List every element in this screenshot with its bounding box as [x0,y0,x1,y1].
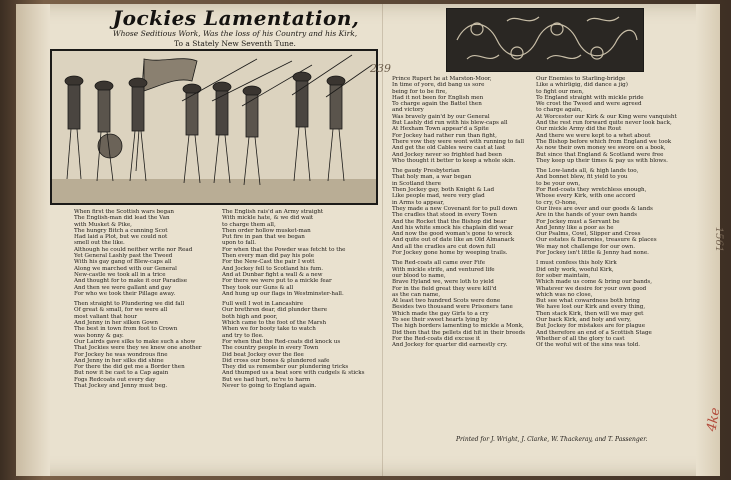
verse-line: When first the Scottish wars began [74,209,175,215]
verse-line: They took our Guns & all [222,284,294,291]
verse-line: Our Enemies to Starling-bridge [536,76,626,82]
page-left-edge [16,4,50,476]
verse-line: They keep up their times & pay us with blows. [536,157,668,164]
ballad-tune-line: To a Stately New Seventh Tune. [174,39,296,48]
verse-line: And Jockey fell to Scotland his fum. [222,265,323,272]
verse-line: Our Psalms, Cowl, Slipper and Cross [536,231,641,238]
verse-line: And Jenny like a poor as he [536,224,614,231]
verse-line: And all the cradles are cut down full [392,243,496,250]
verse-line: Our back Kirk, and holy and very, [536,316,632,323]
verse-line: Full well I wot in Lancashire [222,301,304,308]
verse-line: in Scotland there [392,180,441,187]
verse-line: Then stack Kirk, then will we may get [536,310,644,317]
verse-line: And Jockey for quarter did earnestly cry. [392,342,508,349]
verse-line: The gaudy Presbyterian [392,168,460,175]
verse-line: But now it be cast to a Cap again [74,370,169,377]
verse-line: With mickle strife, and ventured life [392,266,495,273]
verse-line: And quite out of date like an Old Almanack [392,237,515,244]
verse-line: as the can name, [392,291,441,298]
verse-line: They did us remember our plundering tricks [222,364,349,371]
ornament-block [446,8,644,72]
verse-line: And Jockey never so frighted had been [392,151,502,158]
verse-line: to cry, O-hone, [536,199,578,206]
margin-page-number: 1561 [713,226,725,253]
verse-line: which was no close, [536,291,593,298]
verse-line: And there we were kept to a whet about [536,132,651,139]
verse-line: Our lives are over and our goods & lands [536,205,653,212]
verse-line: That holy man, a war began [392,174,472,181]
broadside-sheet [16,4,725,476]
verse-line: We have lost our Kirk and every thing, [536,304,646,311]
verse-line: At Worcester our Kirk & our King were vanquisht [536,113,677,120]
verse-line: For Jockey isn't little & Jenny had none. [536,250,649,257]
verse-column-4 [536,76,686,348]
verse-line: As now their own money we swore on a book, [536,145,666,152]
verse-line: The Low-lands all, & high lands too, [536,168,639,175]
verse-line: Although he could neither write nor Read [74,246,193,253]
verse-line: Which came to the foot of the Marsh [222,320,327,327]
verse-line: And bonnet blew, fit yield to you [536,174,628,181]
verse-line: and try to flee. [222,332,264,339]
verse-line: most valiant that hour [74,313,138,320]
verse-line: Then order hollow musket-man [222,227,311,234]
verse-line: Along we marched with our General [74,265,177,272]
verse-line: Like people mad, were very glad [392,193,485,200]
verse-line: Brave Hyland we, were loth to yield [392,279,494,286]
verse-line: For the Red-coats did excuse it [392,335,480,342]
verse-line: With his gay gang of Blew-caps all [74,259,172,266]
verse-line: The English-man did lead the Van [74,215,170,222]
verse-line: But we had hurt, ne're to harm [222,376,311,383]
verse-line: But since that England & Scotland were free [536,151,664,158]
ballad-title: Jockies Lamentation, [112,6,360,30]
verse-line: Our estates & Baronies, treasure & places [536,237,657,244]
verse-line: Then straight to Plundering we did fall [74,301,185,308]
verse-line: to be your own, [536,180,581,187]
verse-line: They made a new Covenant for to pull down [392,205,518,212]
verse-line: The hungry Bitch a cunning Scot [74,227,168,234]
verse-line: At least two hundred Scots were done [392,298,501,305]
verse-line: New-castle we took all in a trice [74,271,166,278]
verse-line: in Arms to appear, [392,199,445,206]
verse-line: both high and poor, [222,313,278,320]
verse-line: Of great & small, for we were all [74,307,168,314]
verse-line: But Jockey for mistakes are for plague [536,323,646,330]
verse-line: And hung up our flags in Westminster-hall. [222,290,344,297]
verse-line: Besides two thousand were Prisoners tane [392,304,513,311]
verse-line: And Jenny in her silken Gown [74,320,158,327]
verse-column-1 [74,209,214,389]
verse-line: For Red-coats they wretchless enough, [536,187,647,194]
verse-line: The country people in every Town [222,345,319,352]
verse-line: and victory [392,107,424,114]
verse-line: At Hexham Town appear'd a Spite [392,126,489,133]
verse-line: with Musket & Pike, [74,221,132,228]
verse-line: For the New-Cast the pair I wott [222,259,315,266]
verse-line: The high borders lamenting to mickle a Monk, [392,323,524,330]
verse-line: Whatever we desire for your own good [536,285,647,292]
verse-line: Are in the hands of your own hands [536,212,638,219]
verse-line: For Jockey he was wondrous fine [74,351,168,358]
verse-line: Of the woful wit of the sins was told. [536,342,640,349]
verse-line: That Jockies were they we knew one another [74,345,202,352]
verse-line: Our brethren dear, did plunder there [222,307,328,314]
verse-line: being for to be fire, [392,88,448,95]
verse-line: When we for booty take to watch [222,326,316,333]
verse-line: Had it not been for English men [392,94,484,101]
verse-line: With mickle hate, & we did wait [222,215,314,222]
printer-imprint: Printed for J. Wright, J. Clarke, W. Thackeray, and T. Passenger. [456,436,648,443]
verse-line: The Bishop before which from England we took [536,138,672,145]
verse-line: But Lashly did run with his blew-caps all [392,120,508,127]
verse-line: To England straight with mickle pride [536,94,644,101]
handwritten-number: 239 [370,62,391,75]
verse-line: upon to fall. [222,240,257,247]
verse-line: In time of yore, did bang us sore [392,82,485,89]
verse-line: And thumped us a beat sore with cudgels & sticks [222,370,365,377]
verse-line: The best in town from foot to Crown [74,326,178,333]
verse-line: There vow they were wont with running to fall [392,138,525,145]
verse-line: For there we were put to a mickle fear [222,278,332,285]
verse-line: to fight our men, [536,88,584,95]
verse-line: Whose every Kirk, with one accord [536,193,636,200]
verse-line: Was bravely gain'd by our General [392,113,490,120]
verse-line: And therefore an end of a Scottish Stage [536,329,652,336]
verse-line: I must confess this holy Kirk [536,260,617,267]
verse-line: Then Jockey gay, both Knight & Lad [392,187,495,194]
verse-line: Had laid a Plot, but we could not [74,234,168,241]
verse-line: And get the old Cables were cast at last [392,145,506,152]
verse-line: Our Lairds gave silks to make such a show [74,338,196,345]
verse-line: We crost the Tweed and were agreed [536,101,642,108]
verse-line: Never to going to England again. [222,383,317,390]
verse-line: We may not challenge for our own. [536,243,636,250]
verse-line: Like a whirligig, did dance a jig) [536,82,628,89]
verse-line: Did only work, woeful Kirk, [536,266,614,273]
verse-line: Then every man did pay his pole [222,253,315,260]
woodcut-illustration [50,49,378,205]
verse-line: Fogs Redcoats out every day [74,376,156,383]
verse-line: For in the field great they were kill'd [392,285,497,292]
verse-line: Whether of all the glory to cast [536,335,625,342]
verse-line: Prince Rupert he at Marston-Moor, [392,76,492,82]
verse-line: The cradles that stood in every Town [392,212,497,219]
verse-line: Who thought it better to keep a whole skin. [392,157,516,164]
margin-red-mark: 4ke [704,406,724,433]
verse-line: for sober maintain, [536,272,591,279]
verse-line: Did then that the pellets did hit in their breeds [392,329,526,336]
verse-line: For Jockey gone home by weeping trails. [392,250,508,257]
verse-line: For Jockey must a Servant be [536,218,620,225]
verse-line: For Jockey had rather run than fight, [392,132,497,139]
verse-line: And then we were gallant and gay [74,284,172,291]
verse-line: That Jockey and Jenny must beg. [74,383,168,390]
verse-line: Put fire in pan that we began [222,234,305,241]
verse-line: Yet General Lashly past the Tweed [74,253,173,260]
verse-line: to charge again, [536,107,583,114]
verse-line: For when that the Red-coats did knock us [222,338,341,345]
verse-line: was bonny & gay. [74,332,124,339]
verse-line: And thought for to make it our Paradise [74,278,188,285]
verse-line: to charge them all, [222,221,276,228]
verse-column-2 [222,209,372,389]
verse-line: Our mickle Army did the Rout [536,126,622,133]
verse-line: And his white smock his chaplain did wear [392,224,514,231]
verse-line: But see what cowardness both bring [536,298,640,305]
verse-line: For who we took their Pillage away. [74,290,176,297]
verse-line: smell out the like. [74,240,125,247]
verse-line: To charge again the Battel then [392,101,482,108]
verse-column-3 [392,76,532,348]
verse-line: The English rais'd an Army straight [222,209,324,215]
verse-line: And at Dunbar fight a wall & a new [222,271,323,278]
verse-line: The Red-coats all came over Fife [392,260,486,267]
verse-line: And now the good woman's gone to wreck [392,231,513,238]
verse-line: To see their sweet hearts lying by [392,316,488,323]
verse-line: And the Rocket that the Bishop did bear [392,218,507,225]
verse-line: And Jenny in her silks did shine [74,357,164,364]
verse-line: Which made us come & bring our bands, [536,279,653,286]
verse-line: For when that the Powder was fetcht to the [222,246,346,253]
ballad-subtitle: Whose Seditious Work, Was the loss of his Country and his Kirk, [112,29,358,38]
verse-line: Did cross our bones & plundered safe [222,357,330,364]
verse-line: Which made the gay Girls to a cry [392,310,489,317]
verse-line: And the rest run forward quite never look back, [536,120,672,127]
verse-line: For there the did get me a Border then [74,364,185,371]
verse-line: Did beat Jockey over the flee [222,351,304,358]
verse-line: our blood to name, [392,272,446,279]
